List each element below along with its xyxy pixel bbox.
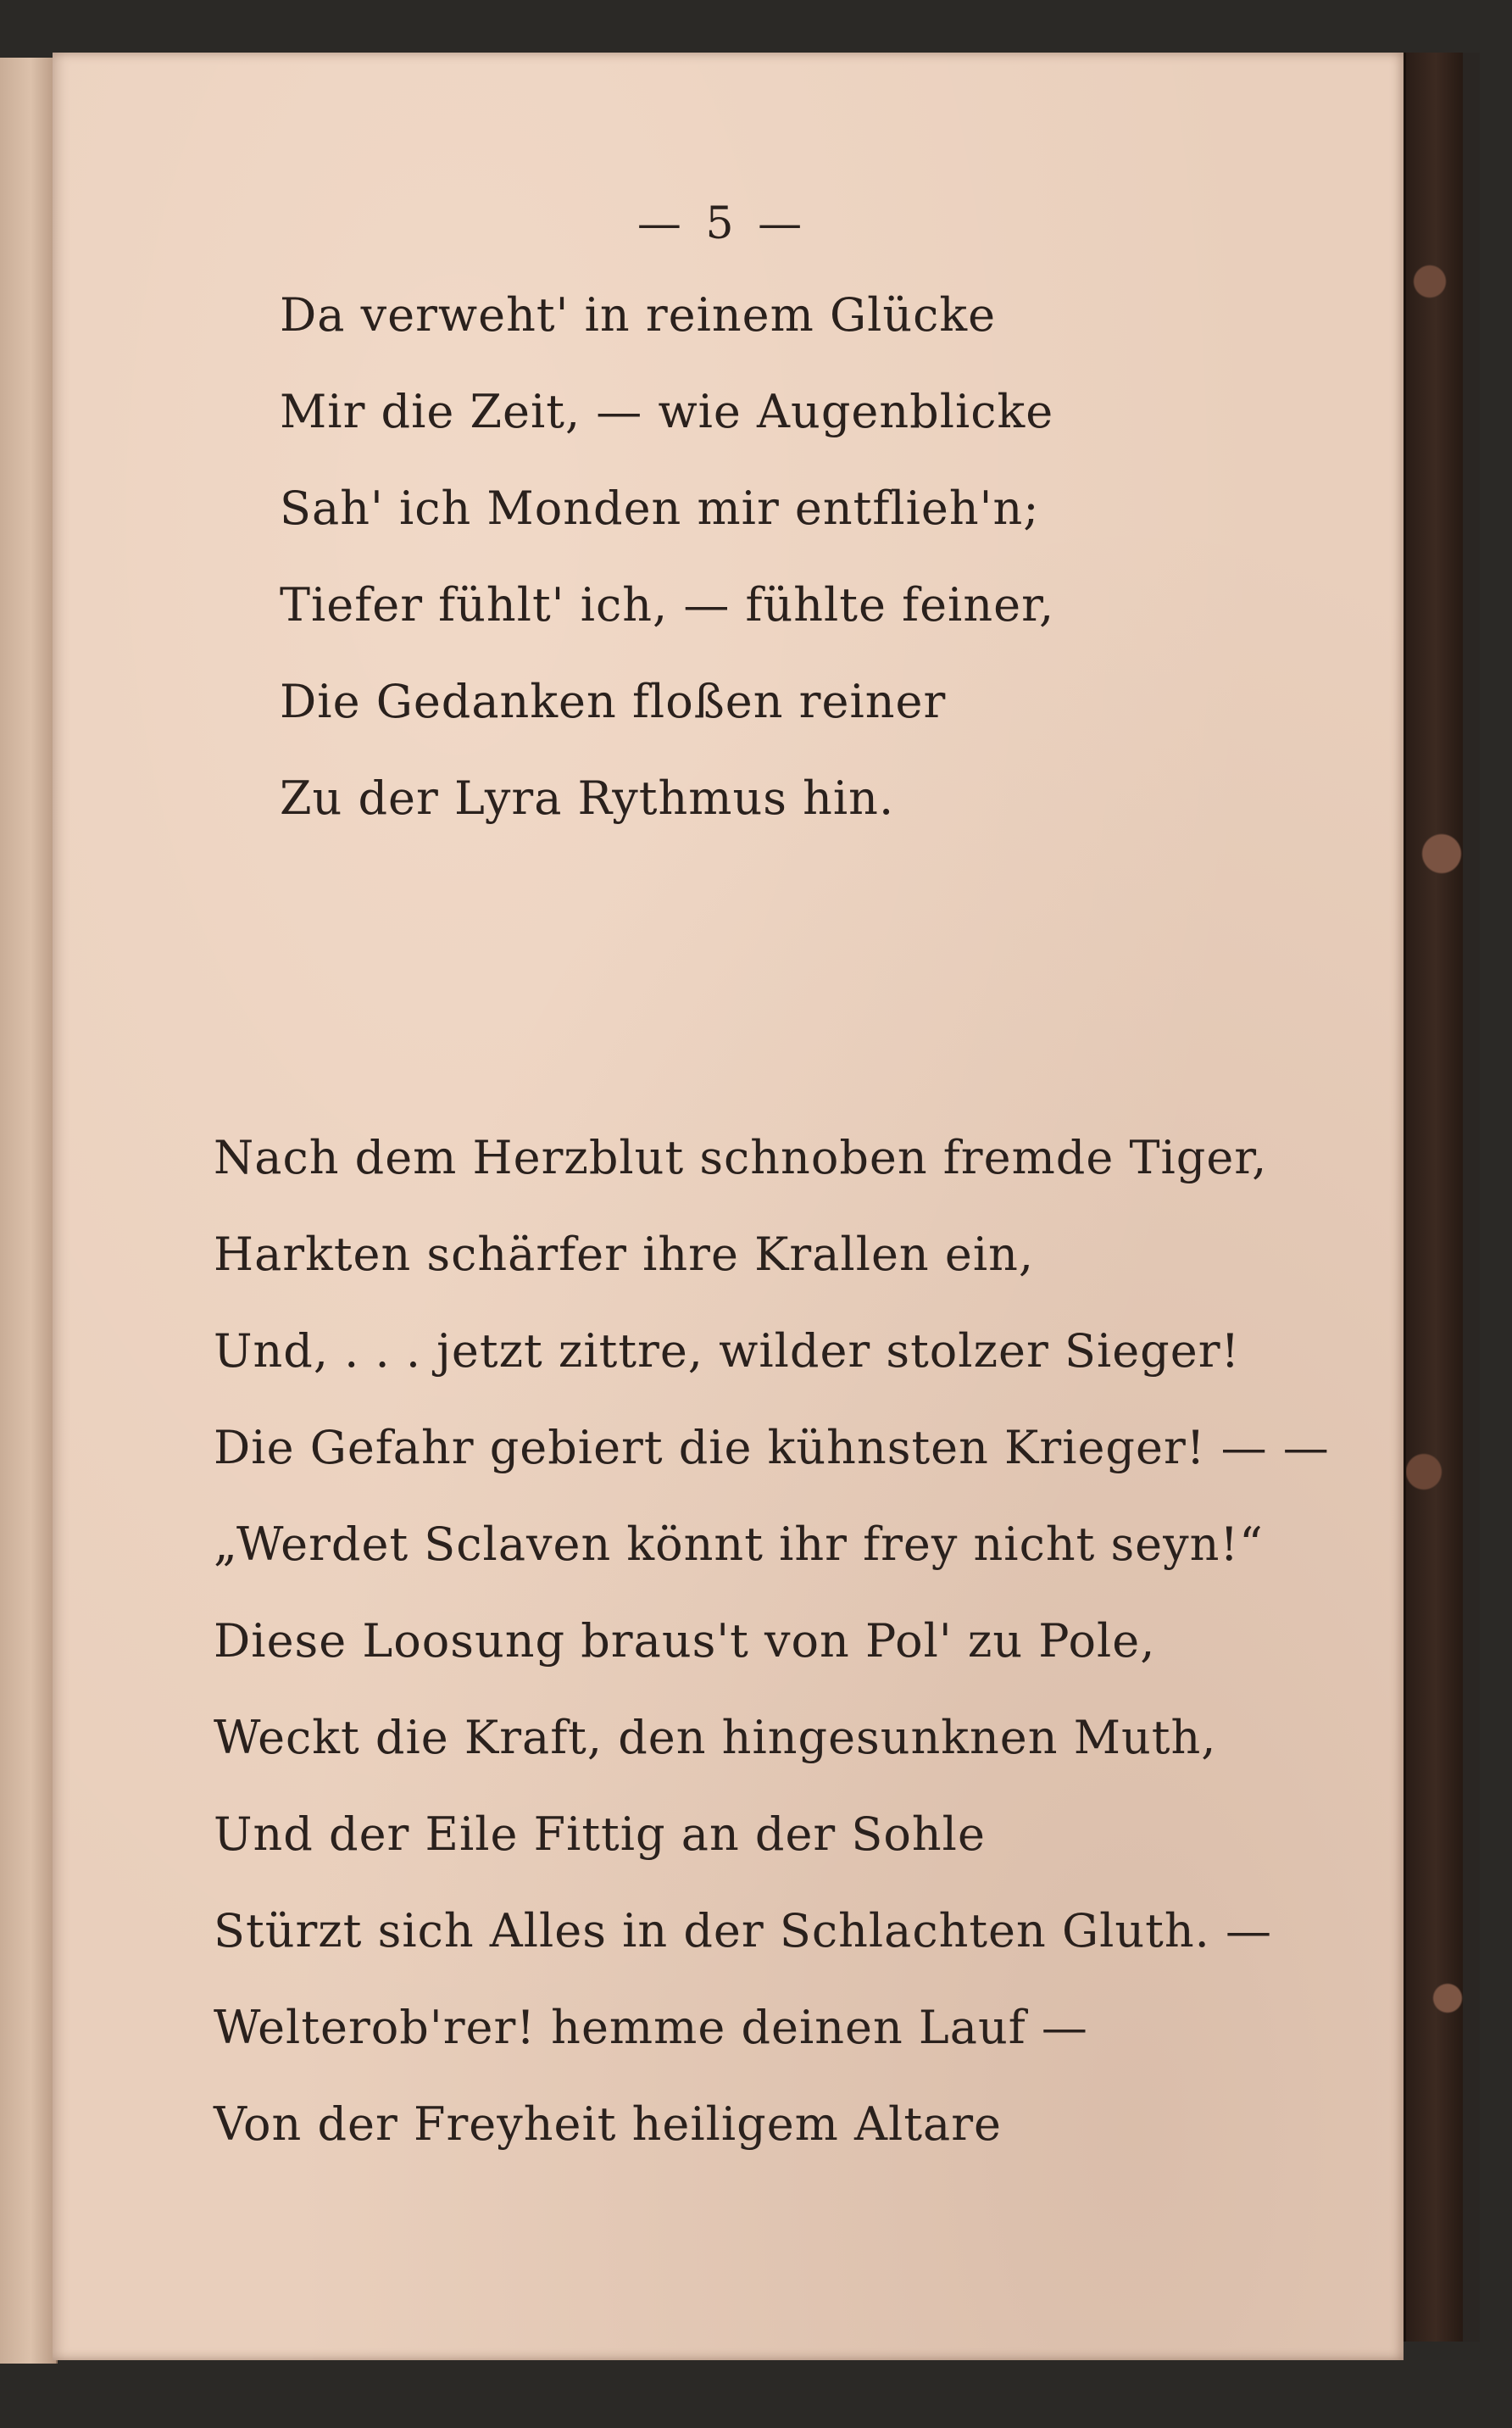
verse-line: Von der Freyheit heiligem Altare	[214, 2097, 1002, 2151]
left-page-edge	[0, 58, 58, 2364]
verse-line: Diese Loosung braus't von Pol' zu Pole,	[214, 1614, 1156, 1668]
verse-line: Weckt die Kraft, den hingesunknen Muth,	[214, 1711, 1217, 1764]
verse-line: Sah' ich Monden mir entflieh'n;	[280, 482, 1040, 535]
verse-line: Harkten schärfer ihre Krallen ein,	[214, 1228, 1035, 1281]
verse-line: Mir die Zeit, — wie Augenblicke	[280, 385, 1054, 438]
book-cover-edge	[1404, 53, 1465, 2342]
verse-line: Und der Eile Fittig an der Sohle	[214, 1807, 986, 1861]
verse-line: Tiefer fühlt' ich, — fühlte feiner,	[280, 578, 1055, 632]
verse-line: Die Gedanken floßen reiner	[280, 675, 947, 728]
book-page	[53, 53, 1404, 2360]
page-number: — 5 —	[636, 198, 808, 249]
verse-line: Nach dem Herzblut schnoben fremde Tiger,	[214, 1131, 1268, 1184]
verse-line: Stürzt sich Alles in der Schlachten Gluth. —	[214, 1904, 1272, 1957]
verse-line: Zu der Lyra Rythmus hin.	[280, 771, 895, 825]
verse-line: Und, . . . jetzt zittre, wilder stolzer Sieger!	[214, 1324, 1241, 1378]
cover-shadow	[1463, 53, 1480, 2342]
verse-line: „Werdet Sclaven könnt ihr frey nicht seyn!“	[214, 1518, 1264, 1571]
verse-line: Die Gefahr gebiert die kühnsten Krieger! — —	[214, 1421, 1330, 1474]
page-text	[53, 53, 1404, 2360]
verse-line: Da verweht' in reinem Glücke	[280, 288, 997, 342]
verse-line: Welterob'rer! hemme deinen Lauf —	[214, 2001, 1088, 2054]
